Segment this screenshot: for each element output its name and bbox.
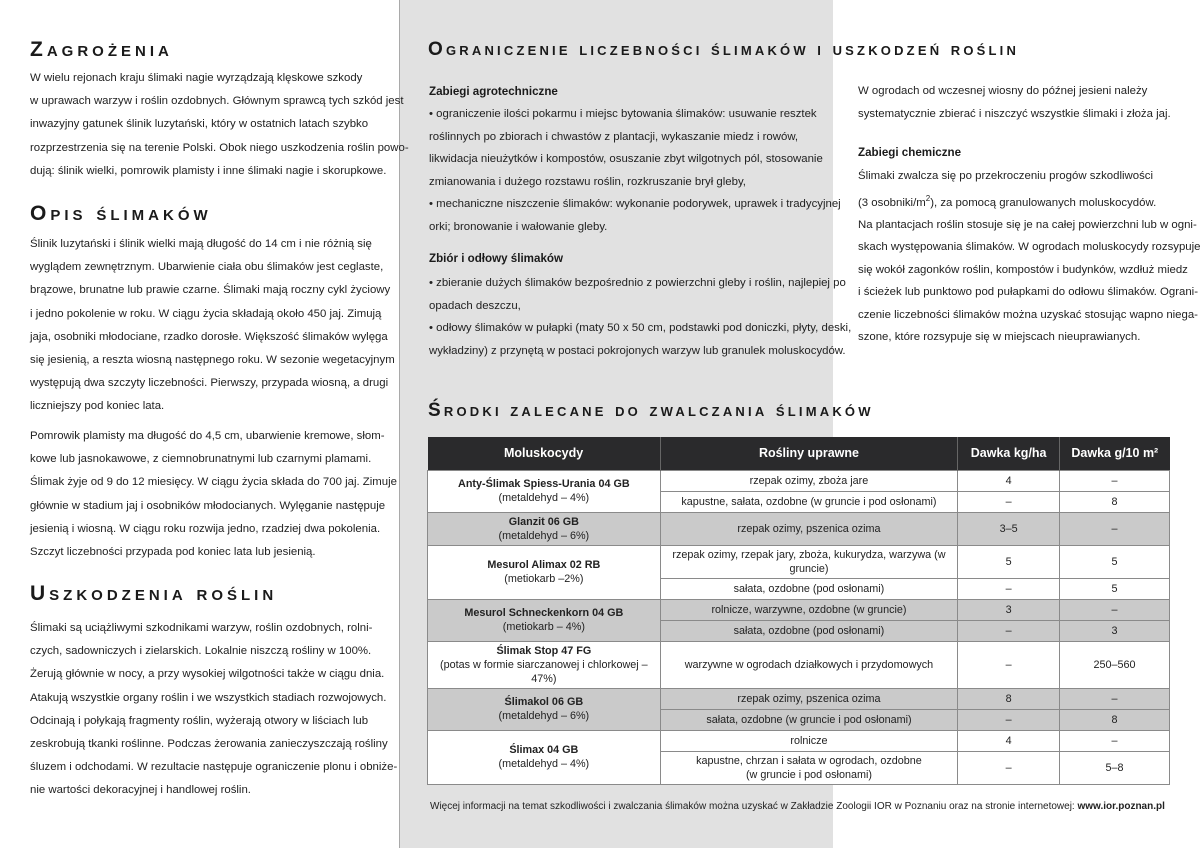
plants-cell: rzepak ozimy, zboża jare — [660, 470, 958, 491]
text-line: jesienią i wiosną. W ciągu roku rozwija jedno, rzadziej dwa pokolenia. — [30, 522, 381, 535]
dose-10m2-cell: – — [1060, 730, 1170, 751]
text-line: Ślimaki zwalcza się po przekroczeniu progów szkodliwości — [858, 170, 1154, 182]
dose-ha-cell: 4 — [958, 730, 1060, 751]
ograniczenie-title: Ograniczenie liczebności ślimaków i uszkodzeń roślin — [428, 39, 1020, 60]
list-item: likwidacja nieużytków i kompostów, osuszanie zbyt wilgotnych pól, stosowanie — [429, 153, 823, 165]
text-line: skach występowania ślimaków. W ogrodach moluskocydy rozsypuje — [858, 241, 1200, 254]
text-line — [858, 188, 1200, 214]
plants-cell: kapustne, sałata, ozdobne (w gruncie i pod osłonami) — [660, 491, 958, 512]
list-item: zmianowania i dużego rozstawu roślin, rozkruszanie brył gleby, — [429, 175, 746, 188]
text-line: i jedno pokolenie w roku. W ciągu życia składają około 450 jaj. Zimują — [30, 307, 382, 320]
table-row — [428, 470, 1170, 491]
superscript: 2 — [925, 193, 931, 203]
table-row — [428, 730, 1170, 751]
text-line: śluzem i odchodami. W rezultacie następuje ograniczenie plonu i obniże- — [30, 761, 398, 774]
text-line: Na plantacjach roślin stosuje się je na całej powierzchni lub w ogni- — [858, 218, 1197, 231]
list-item: orki; bronowanie i wałowanie gleby. — [429, 220, 608, 233]
uszkodzenia-text — [30, 617, 397, 803]
dose-10m2-cell: 250–560 — [1060, 641, 1170, 688]
plants-cell: kapustne, chrzan i sałata w ogrodach, ozdobne (w gruncie i pod osłonami) — [660, 751, 958, 784]
dose-ha-cell: – — [958, 578, 1060, 599]
product-name: Ślimax 04 GB — [509, 744, 579, 756]
list-item: wykładziny) z przynętą w postaci pokrojonych warzyw lub granulek moluskocydów. — [429, 344, 846, 357]
table-row — [428, 688, 1170, 709]
zbior-heading: Zbiór i odłowy ślimaków — [429, 252, 563, 265]
agro-list — [429, 103, 841, 238]
text-line: Szczyt liczebności przypada pod koniec lata lub jesienią. — [30, 546, 316, 559]
text-line: czenie liczebności ślimaków można uzyskać stosując wapno niega- — [858, 308, 1198, 321]
plants-cell: rzepak ozimy, rzepak jary, zboża, kukurydza, warzywa (w gruncie) — [660, 545, 958, 578]
plants-cell: rzepak ozimy, pszenica ozima — [660, 512, 958, 545]
dose-ha-cell: 4 — [958, 470, 1060, 491]
dose-ha-cell: – — [958, 641, 1060, 688]
text-line: i ścieżek lub punktowo pod pułapkami do odłowu ślimaków. Ograni- — [858, 286, 1199, 299]
product-composition: (metaldehyd – 4%) — [498, 492, 590, 504]
product-name: Ślimakol 06 GB — [504, 696, 584, 708]
chem-text — [858, 165, 1200, 349]
text-line: dują: ślinik wielki, pomrowik plamisty i inne ślimaki nagie i skorupkowe. — [30, 164, 387, 177]
col-header-plants: Rośliny uprawne — [660, 437, 958, 470]
list-item: opadach deszczu, — [429, 299, 521, 312]
product-cell — [428, 599, 661, 641]
footer-text: Więcej informacji na temat szkodliwości i zwalczania ślimaków można uzyskać w Zakładzie Zoologii IOR w Poznaniu oraz na stronie internetowej: — [430, 801, 1078, 812]
product-cell — [428, 545, 661, 599]
text-line: się wokół zagonków roślin, kompostów i budynków, wzdłuż miedz — [858, 263, 1188, 276]
dose-ha-cell: 8 — [958, 688, 1060, 709]
list-item: • mechaniczne niszczenie ślimaków: wykonanie podorywek, uprawek i tradycyjnej — [429, 198, 841, 210]
plants-cell: sałata, ozdobne (w gruncie i pod osłonami) — [660, 709, 958, 730]
dose-10m2-cell: – — [1060, 688, 1170, 709]
opis-text-1 — [30, 233, 395, 419]
agro-heading: Zabiegi agrotechniczne — [429, 85, 558, 98]
col-header-dose-10m2: Dawka g/10 m² — [1060, 437, 1170, 470]
zagrozenia-title: Zagrożenia — [30, 38, 173, 61]
text-line: czych, sadowniczych i zielarskich. Lokalnie niszczą rośliny w 100%. — [30, 645, 372, 658]
plants-cell: sałata, ozdobne (pod osłonami) — [660, 620, 958, 641]
uszkodzenia-title: Uszkodzenia roślin — [30, 582, 278, 605]
product-cell — [428, 512, 661, 545]
text-line: inwazyjny gatunek ślinik luzytański, który w ostatnich latach szybko — [30, 118, 369, 131]
table-row — [428, 599, 1170, 620]
text-line: zeskrobują tkanki roślinne. Podczas żerowania zanieczyszczają rośliny — [30, 738, 388, 751]
text-line: liczniejszy pod koniec lata. — [30, 400, 165, 413]
table-body — [428, 470, 1170, 784]
dose-ha-cell: – — [958, 491, 1060, 512]
dose-10m2-cell: 5 — [1060, 578, 1170, 599]
list-item: roślinnych po zbiorach i chwastów z plantacji, wykaszanie miedz i rowów, — [429, 130, 799, 143]
text-line: W wielu rejonach kraju ślimaki nagie wyrządzają klęskowe szkody — [30, 72, 363, 84]
col-header-product: Moluskocydy — [428, 437, 661, 470]
product-cell — [428, 470, 661, 512]
dose-10m2-cell: 8 — [1060, 709, 1170, 730]
text-line: Ślimak żyje od 9 do 12 miesięcy. W ciągu życia składa do 700 jaj. Zimuje — [30, 476, 397, 489]
text-line: kowe lub jasnokawowe, z ciemnobrunatnymi lub czarnymi plamami. — [30, 453, 372, 466]
text-line: głównie w stadium jaj i osobników młodocianych. Wylęganie następuje — [30, 499, 386, 512]
dose-10m2-cell: 5 — [1060, 545, 1170, 578]
product-name: Ślimak Stop 47 FG — [496, 644, 592, 657]
text-line: Żerują głównie w nocy, a przy wysokiej wilgotności także w ciągu dnia. — [30, 668, 385, 681]
text-line: rozprzestrzenia się na terenie Polski. Obok niego uszkodzenia roślin powo- — [30, 141, 409, 154]
dose-10m2-cell: 8 — [1060, 491, 1170, 512]
zagrozenia-text — [30, 67, 409, 183]
text-line: brązowe, brunatne lub prawie czarne. Ślimaki mają roczny cykl życiowy — [30, 284, 391, 297]
chem-heading: Zabiegi chemiczne — [858, 146, 962, 159]
col-header-dose-ha: Dawka kg/ha — [958, 437, 1060, 470]
dose-ha-cell: – — [958, 751, 1060, 784]
srodki-title: Środki zalecane do zwalczania ślimaków — [428, 400, 874, 421]
product-composition: (potas w formie siarczanowej i chlorkowej – 47%) — [440, 658, 648, 685]
product-name: Mesurol Alimax 02 RB — [487, 559, 601, 571]
text-line: W ogrodach od wczesnej wiosny do późnej jesieni należy — [858, 85, 1148, 97]
product-cell — [428, 688, 661, 730]
product-composition: (metiokarb –2%) — [504, 573, 584, 585]
opis-text-2 — [30, 425, 397, 564]
text-line: się jesienią, a reszta wiosną następnego roku. W sezonie wegetacyjnym — [30, 354, 395, 367]
dose-ha-cell: – — [958, 709, 1060, 730]
plants-cell: rolnicze, warzywne, ozdobne (w gruncie) — [660, 599, 958, 620]
zbior-list — [429, 272, 851, 362]
opis-title: Opis ślimaków — [30, 202, 212, 225]
dose-ha-cell: 3 — [958, 599, 1060, 620]
text-line: nie wartości dekoracyjnej i handlowej roślin. — [30, 784, 251, 797]
footer-note — [430, 801, 1165, 812]
list-item: • odłowy ślimaków w pułapki (maty 50 x 50 cm, podstawki pod doniczki, płyty, deski, — [429, 322, 852, 334]
text-fragment: (3 osobniki/m — [858, 196, 926, 209]
product-name: Mesurol Schneckenkorn 04 GB — [464, 607, 624, 619]
ogrody-text — [858, 80, 1171, 125]
dose-10m2-cell: 3 — [1060, 620, 1170, 641]
plants-cell: rzepak ozimy, pszenica ozima — [660, 688, 958, 709]
dose-10m2-cell: – — [1060, 599, 1170, 620]
dose-10m2-cell: – — [1060, 470, 1170, 491]
product-composition: (metaldehyd – 6%) — [498, 710, 590, 722]
product-composition: (metaldehyd – 6%) — [498, 529, 590, 542]
list-item: • ograniczenie ilości pokarmu i miejsc bytowania ślimaków: usuwanie resztek — [429, 108, 817, 120]
text-line: szone, które rozsypuje się w miejscach nieuprawianych. — [858, 331, 1141, 344]
dose-ha-cell: 5 — [958, 545, 1060, 578]
product-cell — [428, 730, 661, 784]
table-header-row — [428, 437, 1170, 470]
text-line: jaja, osobniki młodociane, rzadko dorosłe. Większość ślimaków wylęga — [30, 330, 388, 343]
table-row — [428, 641, 1170, 688]
products-table — [427, 437, 1170, 785]
plants-cell: warzywne w ogrodach działkowych i przydomowych — [660, 641, 958, 688]
product-name: Anty-Ślimak Spiess-Urania 04 GB — [458, 478, 630, 490]
text-line: Odcinają i połykają fragmenty roślin, wyżerają otwory w liściach lub — [30, 714, 369, 727]
table-row — [428, 545, 1170, 578]
text-line: Atakują wszystkie organy roślin i we wszystkich stadiach rozwojowych. — [30, 691, 387, 704]
dose-ha-cell: – — [958, 620, 1060, 641]
table-row — [428, 512, 1170, 545]
product-cell — [428, 641, 661, 688]
text-line: Ślimaki są uciążliwymi szkodnikami warzyw, roślin ozdobnych, rolni- — [30, 622, 373, 634]
website-link[interactable]: www.ior.poznan.pl — [1077, 801, 1165, 812]
product-composition: (metiokarb – 4%) — [502, 621, 585, 633]
text-line: Ślinik luzytański i ślinik wielki mają długość do 14 cm i nie różnią się — [30, 238, 372, 250]
dose-ha-cell: 3–5 — [958, 512, 1060, 545]
dose-10m2-cell: 5–8 — [1060, 751, 1170, 784]
product-name: Glanzit 06 GB — [508, 515, 579, 528]
text-line: systematycznie zbierać i niszczyć wszystkie ślimaki i złoża jaj. — [858, 107, 1171, 120]
text-line: występują dwa szczyty liczebności. Pierwszy, przypada wiosną, a drugi — [30, 377, 389, 390]
product-composition: (metaldehyd – 4%) — [498, 758, 590, 770]
dose-10m2-cell: – — [1060, 512, 1170, 545]
text-line: wyglądem zewnętrznym. Ubarwienie ciała obu ślimaków jest ceglaste, — [30, 261, 384, 274]
plants-cell: sałata, ozdobne (pod osłonami) — [660, 578, 958, 599]
list-item: • zbieranie dużych ślimaków bezpośrednio z powierzchni gleby i roślin, najlepiej po — [429, 277, 846, 289]
text-line: Pomrowik plamisty ma długość do 4,5 cm, ubarwienie kremowe, słom- — [30, 430, 385, 442]
text-line: w uprawach warzyw i roślin ozdobnych. Głównym sprawcą tych szkód jest — [30, 95, 404, 108]
plants-cell: rolnicze — [660, 730, 958, 751]
text-fragment: ), za pomocą granulowanych moluskocydów. — [930, 196, 1157, 209]
